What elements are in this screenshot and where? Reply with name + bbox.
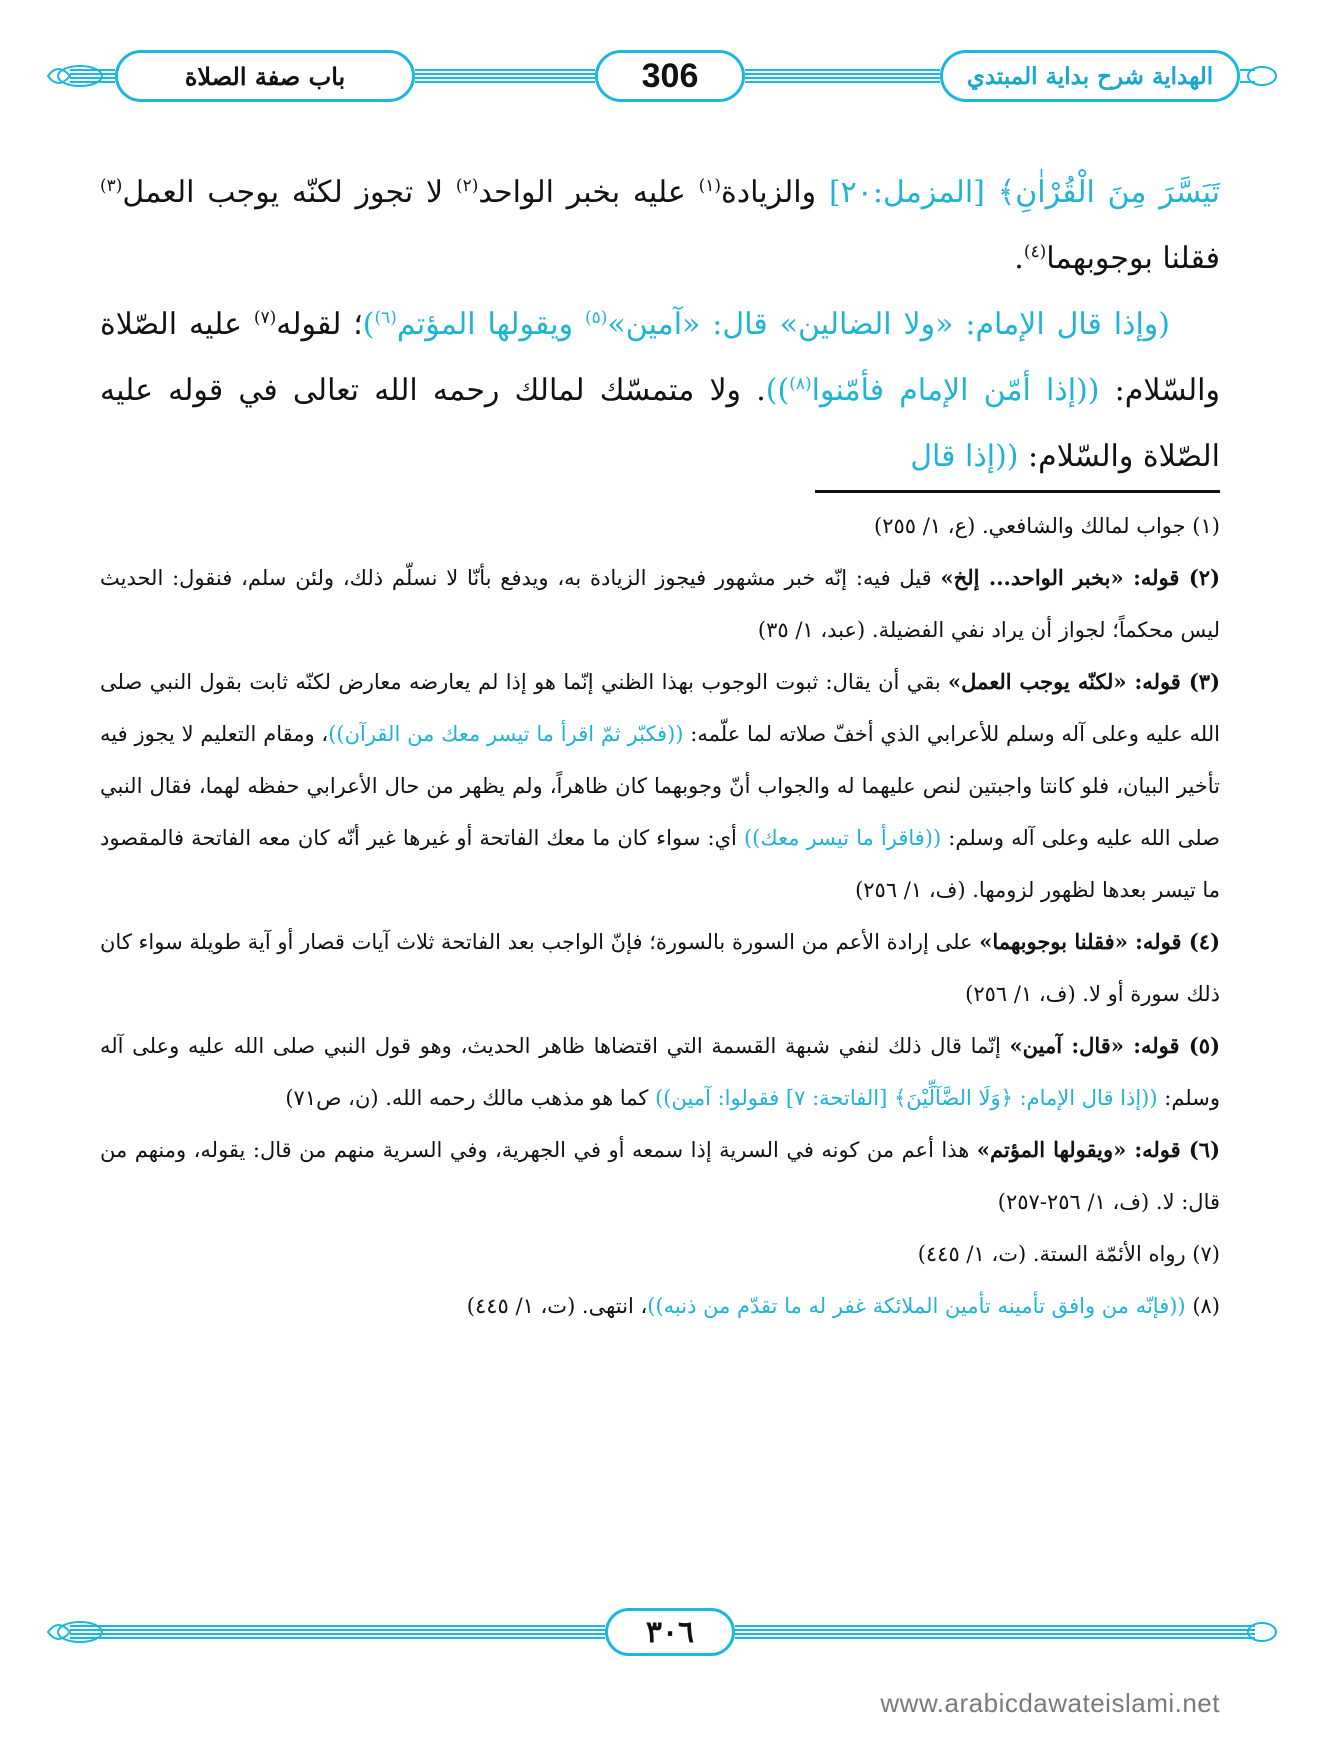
footnote-label: (٦) قوله: «ويقولها المؤتم» xyxy=(976,1137,1220,1162)
footnote-ref: (٥) xyxy=(584,308,608,328)
footnote-ref: (١) xyxy=(698,176,722,196)
footnote-label: (٣) قوله: «لكنّه يوجب العمل» xyxy=(948,669,1220,694)
page-header xyxy=(40,40,1280,120)
page-number: 306 xyxy=(595,50,745,102)
book-title: الهداية شرح بداية المبتدي xyxy=(940,50,1240,102)
main-text xyxy=(100,160,1220,490)
footnote-ref: (٣) xyxy=(100,176,123,196)
hadith-text: ((فكبّر ثمّ اقرأ ما تيسر معك من القرآن)) xyxy=(328,722,684,746)
footnote-label: (٢) قوله: «بخبر الواحد... إلخ» xyxy=(940,565,1220,590)
quran-verse: تَيَسَّرَ مِنَ الْقُرْاٰنِ﴾ [المزمل:٢٠] xyxy=(828,175,1221,210)
footnote-1: (١) جواب لمالك والشافعي. (ع، ١/ ٢٥٥) xyxy=(874,514,1220,538)
page-footer xyxy=(40,1600,1280,1670)
hadith-text: ((فاقرأ ما تيسر معك)) xyxy=(743,826,942,850)
footnote-8: (٨) ((فإنّه من وافق تأمينه تأمين الملائكة غفر له ما تقدّم من ذنبه))، انتهى. (ت، ١/ ٤٤٥) xyxy=(466,1294,1220,1318)
footnote-4: (٤) قوله: «فقلنا بوجوبهما» على إرادة الأعم من السورة بالسورة؛ فإنّ الواجب بعد الفاتحة ثلاث آيات قصار أو آية طويلة سواء كان ذلك سورة أو لا. (ف، ١/ ٢٥٦) xyxy=(100,929,1220,1006)
hadith-text: ((إذا قال xyxy=(910,439,1019,474)
footnote-6: (٦) قوله: «ويقولها المؤتم» هذا أعم من كونه في السرية إذا سمعه أو في الجهرية، وفي السرية منهم من قال: يقوله، ومنهم من قال: لا. (ف، ١/ ٢٥٦-٢٥٧) xyxy=(100,1137,1220,1214)
footnote-ref: (٧) xyxy=(253,308,277,328)
footnote-ref: (٢) xyxy=(455,176,479,196)
footnote-2: (٢) قوله: «بخبر الواحد... إلخ» قيل فيه: إنّه خبر مشهور فيجوز الزيادة به، ويدفع بأنّا لا نسلّم ذلك، ولئن سلم، فنقول: الحديث ليس محكماً؛ لجواز أن يراد نفي الفضيلة. (عبد، ١/ ٣٥) xyxy=(100,565,1220,642)
footnote-label: (٥) قوله: «قال: آمين» xyxy=(1009,1033,1220,1058)
footnote-ref: (٤) xyxy=(1023,242,1047,262)
footnote-3: (٣) قوله: «لكنّه يوجب العمل» بقي أن يقال: ثبوت الوجوب بهذا الظني إنّما هو إذا لم يعارضه معارض لكنّه ثابت بقول النبي صلى الله عليه وعلى آله وسلم للأعرابي الذي أخفّ صلاته لما علّمه: ((فكبّر ثمّ اقرأ ما تيسر معك من القرآن))، ومقام التعليم لا يجوز فيه تأخير البيان، فلو كانتا واجبتين لنص عليهما له والجواب أنّ وجوبهما كان ظاهراً، ولم يظهر من حال الأعرابي حفظه لهما، فقال النبي صلى الله عليه وعلى آله وسلم: ((فاقرأ ما تيسر معك)) أي: سواء كان ما معك الفاتحة أو غيرها غير أنّه كان معه الفاتحة فالمقصود ما تيسر بعدها لظهور لزومها. (ف، ١/ ٢٥٦) xyxy=(100,669,1220,902)
hadith-text: ((إذا قال الإمام: ﴿وَلَا الضَّآلِّيْنَ﴾ [الفاتحة: ٧] فقولوا: آمين)) xyxy=(655,1086,1158,1110)
footnote-7: (٧) رواه الأئمّة الستة. (ت، ١/ ٤٤٥) xyxy=(917,1242,1220,1266)
footnote-ref: (٦) xyxy=(374,308,397,328)
website-url: www.arabicdawateislami.net xyxy=(880,1688,1220,1718)
footnotes xyxy=(100,500,1220,1332)
matn-text: (وإذا قال الإمام: «ولا الضالين» قال: «آمين» xyxy=(607,307,1170,342)
main-paragraph-2: (وإذا قال الإمام: «ولا الضالين» قال: «آمين»$^{(٥)}$ ويقولها المؤتم$^{(٦)}$)؛ لقوله$^{(٧)}$ عليه الصّلاة والسّلام: ((إذا أمّن الإمام فأمّنوا$^{(٨)}$)). ولا متمسّك لمالك رحمه الله تعالى في قوله عليه الصّلاة والسّلام: ((إذا قال xyxy=(100,307,1220,474)
footer-page-number: ٣٠٦ xyxy=(605,1608,735,1656)
hadith-text: ((فإنّه من وافق تأمينه تأمين الملائكة غفر له ما تقدّم من ذنبه)) xyxy=(647,1294,1186,1318)
footnote-label: (٤) قوله: «فقلنا بوجوبهما» xyxy=(979,929,1220,954)
chapter-title: باب صفة الصلاة xyxy=(115,50,415,102)
footnote-5: (٥) قوله: «قال: آمين» إنّما قال ذلك لنفي شبهة القسمة التي اقتضاها ظاهر الحديث، وهو قول النبي صلى الله عليه وعلى آله وسلم: ((إذا قال الإمام: ﴿وَلَا الضَّآلِّيْنَ﴾ [الفاتحة: ٧] فقولوا: آمين)) كما هو مذهب مالك رحمه الله. (ن، ص٧١) xyxy=(100,1033,1220,1110)
main-paragraph-1: تَيَسَّرَ مِنَ الْقُرْاٰنِ﴾ [المزمل:٢٠] والزيادة$^{(١)}$ عليه بخبر الواحد$^{(٢)}$ لا تجوز لكنّه يوجب العمل$^{(٣)}$ فقلنا بوجوبهما$^{(٤)}$. xyxy=(100,175,1221,276)
footnote-separator xyxy=(815,490,1220,493)
hadith-text: ((إذا أمّن الإمام فأمّنوا xyxy=(811,373,1100,408)
footnote-ref: (٨) xyxy=(789,374,812,394)
